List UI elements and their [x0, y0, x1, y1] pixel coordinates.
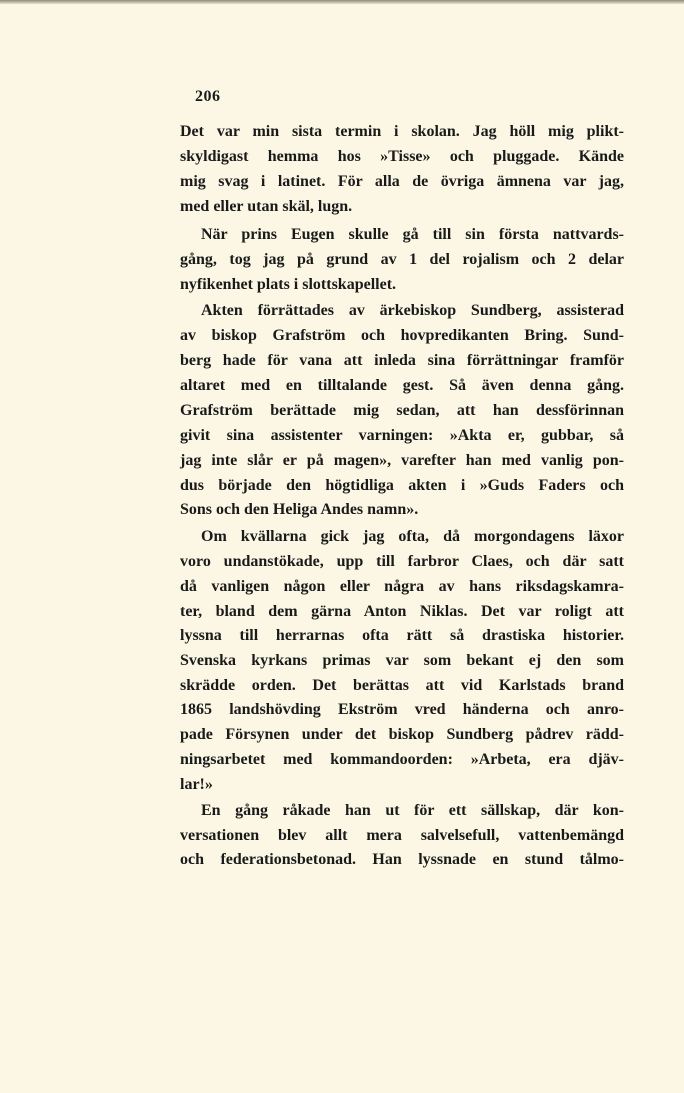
text-line: givit sina assistenter varningen: »Akta er, gubbar, så	[180, 427, 624, 444]
text-line: 1865 landshövding Ekström vred händerna och anro-	[180, 701, 624, 718]
text-line: Akten förrättades av ärkebiskop Sundberg, assisterad	[201, 302, 624, 319]
text-line: voro undanstökade, upp till farbror Claes, och där satt	[180, 553, 624, 570]
text-line: berg hade för vana att inleda sina förrättningar framför	[180, 352, 624, 369]
text-line: av biskop Grafström och hovpredikanten Bring. Sund-	[180, 327, 624, 344]
text-line: altaret med en tilltalande gest. Så även denna gång.	[180, 377, 624, 394]
page-top-edge	[0, 0, 684, 4]
text-line: nyfikenhet plats i slottskapellet.	[180, 276, 397, 293]
text-line: mig svag i latinet. För alla de övriga ämnena var jag,	[180, 173, 624, 190]
text-line: versationen blev allt mera salvelsefull, vattenbemängd	[180, 827, 624, 844]
text-line: jag inte slår er på magen», varefter han med vanlig pon-	[180, 452, 624, 469]
text-line: ter, bland dem gärna Anton Niklas. Det var roligt att	[180, 603, 624, 620]
text-line: med eller utan skäl, lugn.	[180, 198, 353, 215]
text-line: och federationsbetonad. Han lyssnade en stund tålmo-	[180, 851, 624, 868]
text-line: Om kvällarna gick jag ofta, då morgondagens läxor	[201, 528, 624, 545]
text-line: lyssna till herrarnas ofta rätt så drastiska historier.	[180, 627, 624, 644]
text-line: skyldigast hemma hos »Tisse» och pluggade. Kände	[180, 148, 624, 165]
text-line: ningsarbetet med kommandoorden: »Arbeta, era djäv-	[180, 751, 624, 768]
text-line: Svenska kyrkans primas var som bekant ej den som	[180, 652, 624, 669]
text-line: lar!»	[180, 776, 213, 793]
text-line: dus började den högtidliga akten i »Guds Faders och	[180, 477, 624, 494]
text-line: En gång råkade han ut för ett sällskap, där kon-	[201, 802, 624, 819]
text-line: Sons och den Heliga Andes namn».	[180, 501, 419, 518]
text-line: När prins Eugen skulle gå till sin första nattvards-	[201, 226, 624, 243]
text-line: skrädde orden. Det berättas att vid Karlstads brand	[180, 677, 624, 694]
text-line: pade Försynen under det biskop Sundberg pådrev rädd-	[180, 726, 624, 743]
text-line: Det var min sista termin i skolan. Jag höll mig plikt-	[180, 123, 624, 140]
page-number: 206	[195, 88, 221, 105]
text-line: då vanligen någon eller några av hans riksdagskamra-	[180, 578, 624, 595]
text-line: gång, tog jag på grund av 1 del rojalism och 2 delar	[180, 251, 624, 268]
text-line: Grafström berättade mig sedan, att han dessförinnan	[180, 402, 624, 419]
